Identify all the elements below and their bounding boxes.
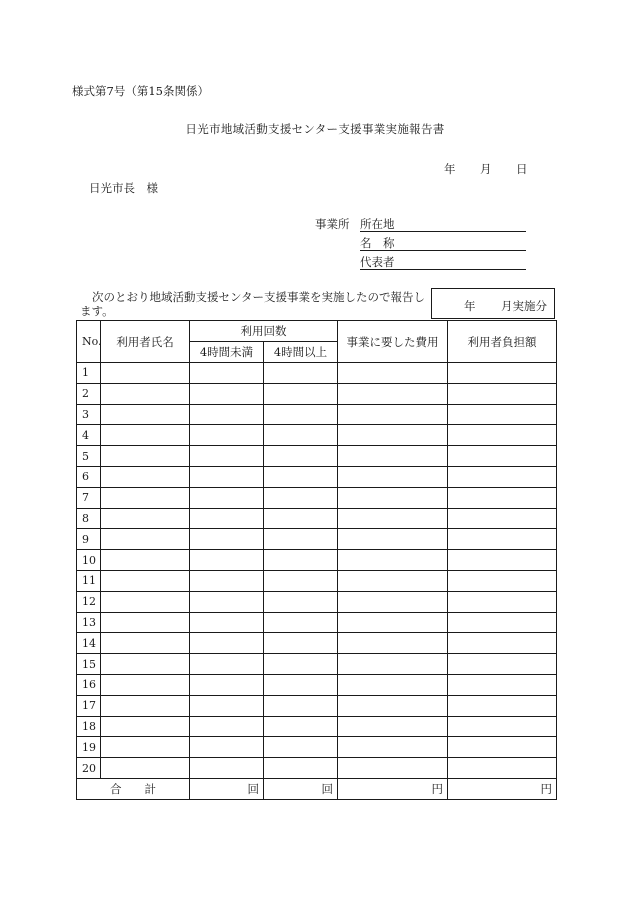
office-name-label: 名 称 bbox=[360, 236, 395, 250]
over-4h-cell[interactable] bbox=[264, 570, 338, 591]
row-number: 6 bbox=[77, 466, 101, 487]
row-number: 14 bbox=[77, 633, 101, 654]
under-4h-cell[interactable] bbox=[190, 633, 264, 654]
user-burden-cell[interactable] bbox=[448, 591, 557, 612]
user-burden-cell[interactable] bbox=[448, 529, 557, 550]
table-row bbox=[77, 570, 557, 591]
under-4h-cell[interactable] bbox=[190, 550, 264, 571]
table-row bbox=[77, 633, 557, 654]
date-year-label: 年 bbox=[444, 162, 456, 176]
addressee: 日光市長 様 bbox=[89, 181, 158, 195]
under-4h-cell[interactable] bbox=[190, 404, 264, 425]
period-month-label: 月実施分 bbox=[501, 299, 547, 313]
header-no: No. bbox=[77, 321, 101, 363]
user-name-cell[interactable] bbox=[101, 654, 190, 675]
cost-cell[interactable] bbox=[338, 633, 448, 654]
under-4h-cell[interactable] bbox=[190, 529, 264, 550]
table-row bbox=[77, 529, 557, 550]
office-address-field[interactable] bbox=[360, 216, 526, 232]
user-name-cell[interactable] bbox=[101, 591, 190, 612]
under-4h-cell[interactable] bbox=[190, 674, 264, 695]
cost-cell[interactable] bbox=[338, 591, 448, 612]
user-burden-cell[interactable] bbox=[448, 466, 557, 487]
under-4h-cell[interactable] bbox=[190, 508, 264, 529]
cost-cell[interactable] bbox=[338, 404, 448, 425]
over-4h-cell[interactable] bbox=[264, 591, 338, 612]
under-4h-cell[interactable] bbox=[190, 612, 264, 633]
user-burden-cell[interactable] bbox=[448, 737, 557, 758]
cost-cell[interactable] bbox=[338, 654, 448, 675]
cost-cell[interactable] bbox=[338, 363, 448, 384]
table-row bbox=[77, 758, 557, 779]
row-number: 7 bbox=[77, 487, 101, 508]
cost-cell[interactable] bbox=[338, 508, 448, 529]
row-number: 13 bbox=[77, 612, 101, 633]
user-burden-cell[interactable] bbox=[448, 446, 557, 467]
user-name-cell[interactable] bbox=[101, 529, 190, 550]
over-4h-cell[interactable] bbox=[264, 404, 338, 425]
cost-cell[interactable] bbox=[338, 425, 448, 446]
under-4h-cell[interactable] bbox=[190, 716, 264, 737]
office-name-field[interactable] bbox=[360, 235, 526, 251]
office-address-label: 所在地 bbox=[360, 217, 395, 231]
row-number: 2 bbox=[77, 383, 101, 404]
total-under-4h-cell[interactable]: 回 bbox=[190, 778, 264, 799]
under-4h-cell[interactable] bbox=[190, 363, 264, 384]
under-4h-cell[interactable] bbox=[190, 425, 264, 446]
date-day-label: 日 bbox=[516, 162, 528, 176]
user-name-cell[interactable] bbox=[101, 716, 190, 737]
under-4h-cell[interactable] bbox=[190, 487, 264, 508]
intro-text: 次のとおり地域活動支援センター支援事業を実施したので報告します。 bbox=[80, 290, 426, 318]
user-name-cell[interactable] bbox=[101, 425, 190, 446]
header-over-4h: 4時間以上 bbox=[264, 342, 338, 363]
header-user-name: 利用者氏名 bbox=[101, 321, 190, 363]
table-row bbox=[77, 654, 557, 675]
user-burden-cell[interactable] bbox=[448, 758, 557, 779]
page-title: 日光市地域活動支援センター支援事業実施報告書 bbox=[185, 122, 445, 136]
cost-cell[interactable] bbox=[338, 716, 448, 737]
user-burden-cell[interactable] bbox=[448, 404, 557, 425]
user-name-cell[interactable] bbox=[101, 550, 190, 571]
user-burden-cell[interactable] bbox=[448, 633, 557, 654]
user-burden-cell[interactable] bbox=[448, 425, 557, 446]
period-year-label: 年 bbox=[464, 299, 476, 313]
under-4h-cell[interactable] bbox=[190, 446, 264, 467]
user-name-cell[interactable] bbox=[101, 363, 190, 384]
table-row bbox=[77, 591, 557, 612]
total-over-4h-cell[interactable]: 回 bbox=[264, 778, 338, 799]
table-row bbox=[77, 425, 557, 446]
user-burden-cell[interactable] bbox=[448, 487, 557, 508]
over-4h-cell[interactable] bbox=[264, 695, 338, 716]
row-number: 11 bbox=[77, 570, 101, 591]
row-number: 15 bbox=[77, 654, 101, 675]
user-name-cell[interactable] bbox=[101, 612, 190, 633]
row-number: 5 bbox=[77, 446, 101, 467]
over-4h-cell[interactable] bbox=[264, 654, 338, 675]
row-number: 4 bbox=[77, 425, 101, 446]
cost-cell[interactable] bbox=[338, 758, 448, 779]
cost-cell[interactable] bbox=[338, 737, 448, 758]
cost-cell[interactable] bbox=[338, 612, 448, 633]
table-row bbox=[77, 446, 557, 467]
over-4h-cell[interactable] bbox=[264, 674, 338, 695]
user-name-cell[interactable] bbox=[101, 695, 190, 716]
table-row bbox=[77, 550, 557, 571]
over-4h-cell[interactable] bbox=[264, 363, 338, 384]
row-number: 10 bbox=[77, 550, 101, 571]
header-cost: 事業に要した費用 bbox=[338, 321, 448, 363]
user-name-cell[interactable] bbox=[101, 446, 190, 467]
user-burden-cell[interactable] bbox=[448, 363, 557, 384]
report-table bbox=[76, 320, 557, 800]
table-row bbox=[77, 508, 557, 529]
user-burden-cell[interactable] bbox=[448, 716, 557, 737]
cost-cell[interactable] bbox=[338, 550, 448, 571]
row-number: 20 bbox=[77, 758, 101, 779]
table-row bbox=[77, 716, 557, 737]
user-burden-cell[interactable] bbox=[448, 570, 557, 591]
total-label: 合 計 bbox=[77, 778, 190, 799]
over-4h-cell[interactable] bbox=[264, 425, 338, 446]
over-4h-cell[interactable] bbox=[264, 612, 338, 633]
row-number: 9 bbox=[77, 529, 101, 550]
row-number: 8 bbox=[77, 508, 101, 529]
total-user-burden-cell[interactable]: 円 bbox=[448, 778, 557, 799]
row-number: 1 bbox=[77, 363, 101, 384]
office-representative-label: 代表者 bbox=[360, 255, 395, 269]
under-4h-cell[interactable] bbox=[190, 570, 264, 591]
user-name-cell[interactable] bbox=[101, 404, 190, 425]
user-burden-cell[interactable] bbox=[448, 383, 557, 404]
row-number: 3 bbox=[77, 404, 101, 425]
cost-cell[interactable] bbox=[338, 446, 448, 467]
table-row bbox=[77, 383, 557, 404]
cost-cell[interactable] bbox=[338, 695, 448, 716]
cost-cell[interactable] bbox=[338, 529, 448, 550]
user-burden-cell[interactable] bbox=[448, 695, 557, 716]
over-4h-cell[interactable] bbox=[264, 529, 338, 550]
header-user-burden: 利用者負担額 bbox=[448, 321, 557, 363]
office-label: 事業所 bbox=[315, 217, 350, 231]
table-row bbox=[77, 487, 557, 508]
total-row bbox=[77, 778, 557, 799]
over-4h-cell[interactable] bbox=[264, 633, 338, 654]
user-name-cell[interactable] bbox=[101, 466, 190, 487]
under-4h-cell[interactable] bbox=[190, 737, 264, 758]
under-4h-cell[interactable] bbox=[190, 383, 264, 404]
user-name-cell[interactable] bbox=[101, 383, 190, 404]
over-4h-cell[interactable] bbox=[264, 550, 338, 571]
user-name-cell[interactable] bbox=[101, 633, 190, 654]
period-box[interactable] bbox=[431, 288, 555, 319]
user-name-cell[interactable] bbox=[101, 758, 190, 779]
table-row bbox=[77, 674, 557, 695]
under-4h-cell[interactable] bbox=[190, 695, 264, 716]
user-name-cell[interactable] bbox=[101, 737, 190, 758]
table-row bbox=[77, 466, 557, 487]
user-burden-cell[interactable] bbox=[448, 508, 557, 529]
over-4h-cell[interactable] bbox=[264, 466, 338, 487]
table-row bbox=[77, 737, 557, 758]
user-burden-cell[interactable] bbox=[448, 654, 557, 675]
user-burden-cell[interactable] bbox=[448, 550, 557, 571]
office-representative-field[interactable] bbox=[360, 254, 526, 270]
cost-cell[interactable] bbox=[338, 674, 448, 695]
over-4h-cell[interactable] bbox=[264, 487, 338, 508]
user-name-cell[interactable] bbox=[101, 674, 190, 695]
over-4h-cell[interactable] bbox=[264, 446, 338, 467]
table-row bbox=[77, 363, 557, 384]
under-4h-cell[interactable] bbox=[190, 758, 264, 779]
date-month-label: 月 bbox=[480, 162, 492, 176]
form-number: 様式第7号（第15条関係） bbox=[72, 84, 209, 98]
table-body bbox=[77, 363, 557, 779]
row-number: 19 bbox=[77, 737, 101, 758]
under-4h-cell[interactable] bbox=[190, 466, 264, 487]
user-burden-cell[interactable] bbox=[448, 674, 557, 695]
table-row bbox=[77, 404, 557, 425]
header-under-4h: 4時間未満 bbox=[190, 342, 264, 363]
under-4h-cell[interactable] bbox=[190, 591, 264, 612]
user-name-cell[interactable] bbox=[101, 487, 190, 508]
cost-cell[interactable] bbox=[338, 487, 448, 508]
over-4h-cell[interactable] bbox=[264, 508, 338, 529]
cost-cell[interactable] bbox=[338, 466, 448, 487]
cost-cell[interactable] bbox=[338, 383, 448, 404]
cost-cell[interactable] bbox=[338, 570, 448, 591]
total-cost-cell[interactable]: 円 bbox=[338, 778, 448, 799]
row-number: 12 bbox=[77, 591, 101, 612]
over-4h-cell[interactable] bbox=[264, 758, 338, 779]
row-number: 18 bbox=[77, 716, 101, 737]
user-burden-cell[interactable] bbox=[448, 612, 557, 633]
over-4h-cell[interactable] bbox=[264, 383, 338, 404]
over-4h-cell[interactable] bbox=[264, 737, 338, 758]
user-name-cell[interactable] bbox=[101, 508, 190, 529]
row-number: 17 bbox=[77, 695, 101, 716]
table-row bbox=[77, 695, 557, 716]
row-number: 16 bbox=[77, 674, 101, 695]
user-name-cell[interactable] bbox=[101, 570, 190, 591]
over-4h-cell[interactable] bbox=[264, 716, 338, 737]
header-usage-count: 利用回数 bbox=[190, 321, 338, 342]
under-4h-cell[interactable] bbox=[190, 654, 264, 675]
table-row bbox=[77, 612, 557, 633]
